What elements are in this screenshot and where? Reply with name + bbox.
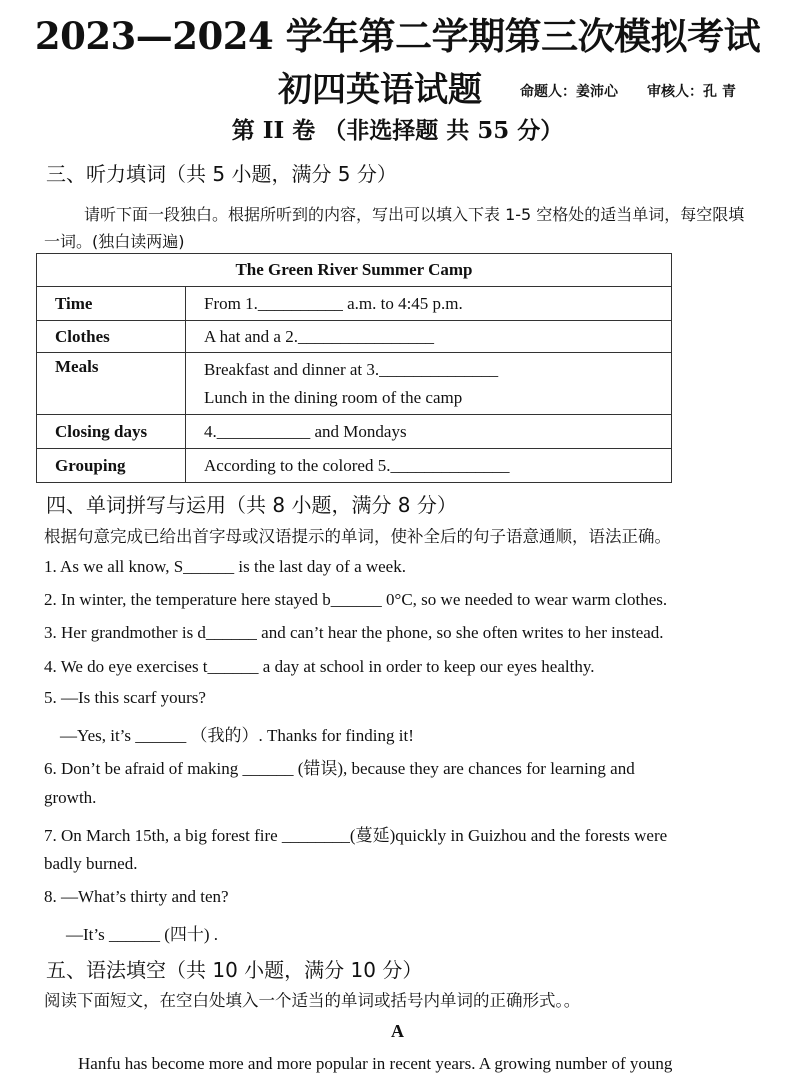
meals-line-2: Lunch in the dining room of the camp: [204, 387, 463, 407]
question-1: 1. As we all know, S______ is the last day of a week.: [44, 557, 406, 576]
row-value: According to the colored 5.______________: [186, 449, 672, 483]
question-6: 6. Don’t be afraid of making ______ (错误), because they are chances for learning and: [44, 759, 635, 778]
meals-line-1: Breakfast and dinner at 3.______________: [204, 359, 499, 379]
row-label: Grouping: [37, 449, 186, 483]
question-2: 2. In winter, the temperature here stayed b______ 0°C, so we needed to wear warm clothes.: [44, 590, 668, 609]
table-title: The Green River Summer Camp: [37, 254, 672, 287]
question-6-cont: growth.: [44, 788, 97, 807]
row-label: Clothes: [37, 321, 186, 353]
question-3: 3. Her grandmother is d______ and can’t hear the phone, so she often writes to her instead.: [44, 623, 664, 642]
section4-heading: 四、单词拼写与运用（共 8 小题，满分 8 分）: [46, 493, 457, 517]
row-value: A hat and a 2.________________: [186, 321, 672, 353]
exam-subtitle: 初四英语试题: [278, 70, 482, 110]
exam-title: 2023—2024 学年第二学期第三次模拟考试: [34, 14, 761, 58]
question-8-answer: —It’s ______ (四十) .: [66, 925, 219, 944]
table-row: [37, 353, 672, 415]
passage-text: Hanfu has become more and more popular in recent years. A growing number of young: [78, 1054, 673, 1073]
camp-table: [36, 253, 672, 483]
row-label: Meals: [37, 353, 186, 415]
section3-heading: 三、听力填词（共 5 小题，满分 5 分）: [46, 162, 397, 186]
volume-heading: 第 II 卷 （非选择题 共 55 分）: [231, 117, 564, 144]
question-5: 5. —Is this scarf yours?: [44, 688, 206, 707]
row-value: [186, 353, 672, 415]
question-4: 4. We do eye exercises t______ a day at school in order to keep our eyes healthy.: [44, 657, 595, 676]
question-7-cont: badly burned.: [44, 854, 138, 873]
section5-heading: 五、语法填空（共 10 小题，满分 10 分）: [46, 958, 423, 982]
question-5-answer: —Yes, it’s ______ （我的）. Thanks for finding it!: [60, 726, 414, 745]
reviewer-label: 审核人：孔 青: [647, 84, 736, 100]
table-row: [37, 287, 672, 321]
section5-instruction: 阅读下面短文，在空白处填入一个适当的单词或括号内单词的正确形式。。: [44, 991, 581, 1010]
row-value: 4.___________ and Mondays: [186, 415, 672, 449]
table-row: [37, 321, 672, 353]
question-8: 8. —What’s thirty and ten?: [44, 887, 229, 906]
row-label: Closing days: [37, 415, 186, 449]
table-row: [37, 415, 672, 449]
subtitle-row: [0, 62, 795, 108]
setter-label: 命题人：姜沛心: [520, 84, 618, 100]
passage-label: A: [391, 1021, 404, 1041]
table-row: [37, 449, 672, 483]
section4-instruction: 根据句意完成已给出首字母或汉语提示的单词，使补全后的句子语意通顺，语法正确。: [44, 527, 671, 546]
question-7: 7. On March 15th, a big forest fire ________(蔓延)quickly in Guizhou and the forests were: [44, 826, 668, 845]
row-value: From 1.__________ a.m. to 4:45 p.m.: [186, 287, 672, 321]
row-label: Time: [37, 287, 186, 321]
section3-instruction: 请听下面一段独白。根据所听到的内容，写出可以填入下表 1-5 空格处的适当单词，每空限填一词。(独白读两遍): [44, 205, 745, 251]
